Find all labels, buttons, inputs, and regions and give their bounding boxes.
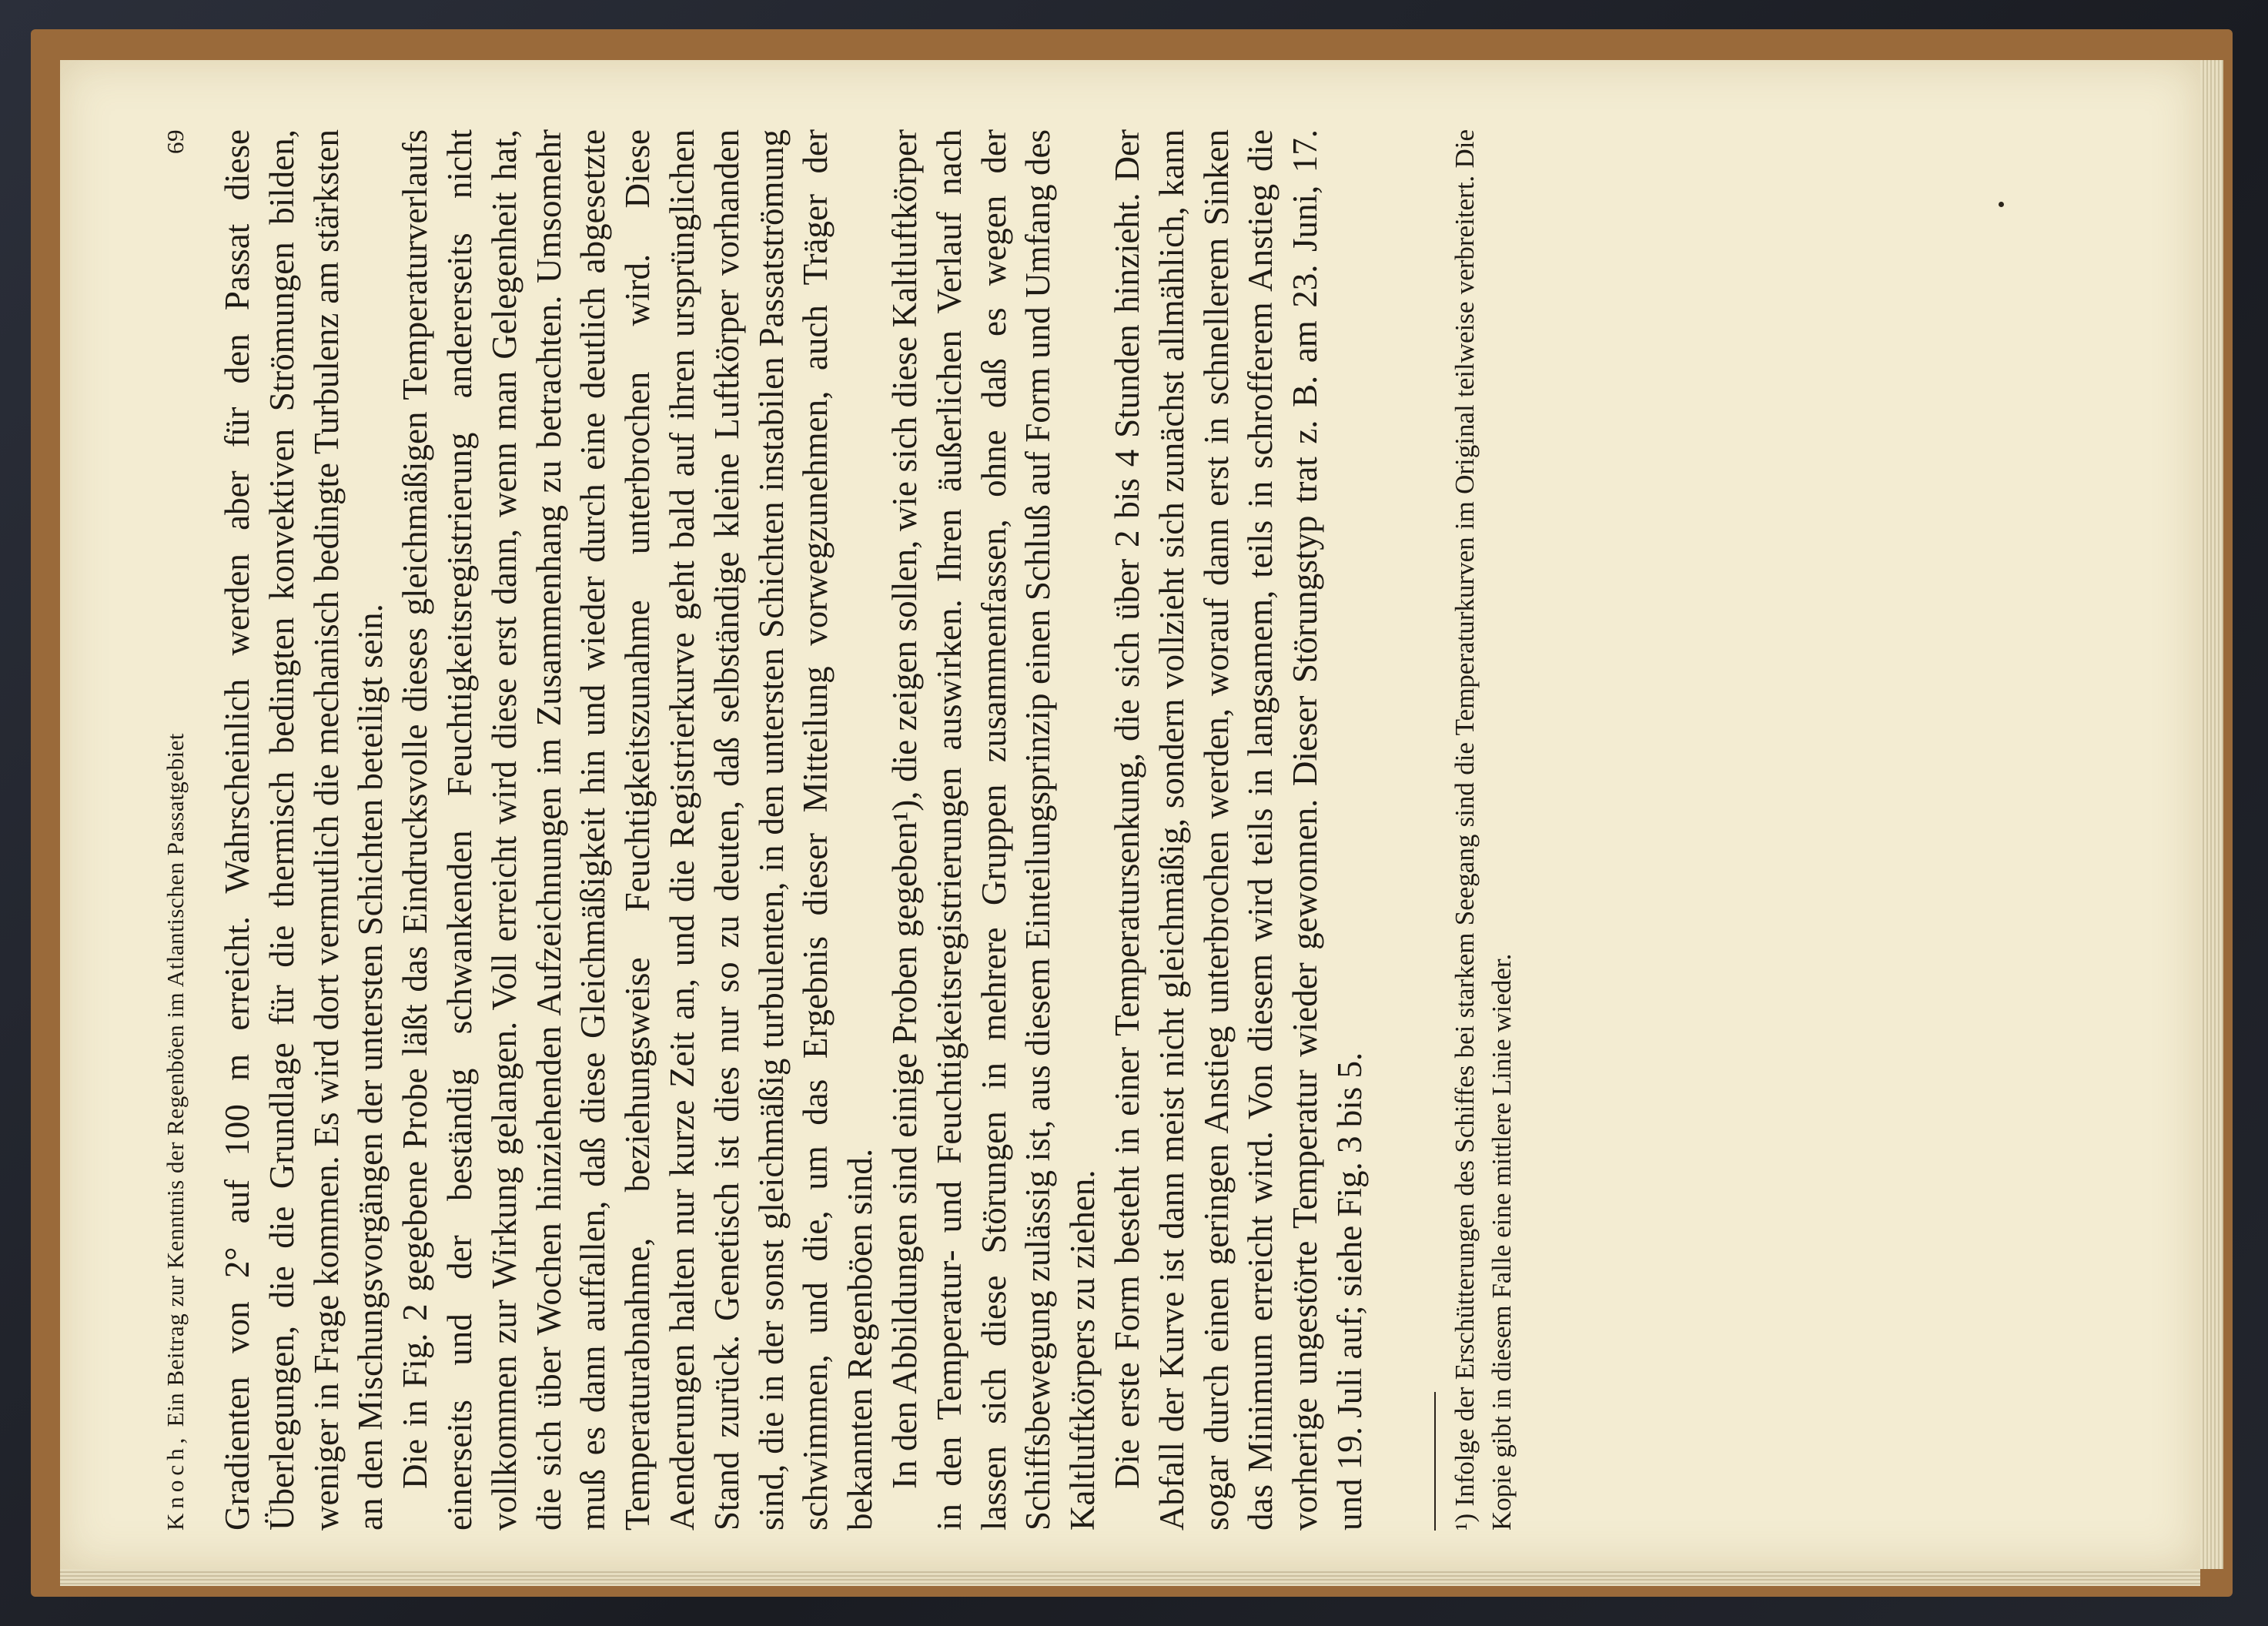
footnote: ¹) Infolge der Erschütterungen des Schiffes bei starkem Seegang sind die Temperaturkurven im Original teilweise verbreitert. Die Kopie gibt in diesem Falle eine mittlere Linie wieder.: [1449, 129, 1517, 1531]
page-stack-bottom: [60, 1569, 2200, 1586]
page-number: 69: [162, 129, 189, 154]
header-author: Knoch,: [162, 1433, 189, 1531]
footnote-separator: [1434, 1392, 1436, 1531]
rotated-text-block: [162, 129, 2025, 1531]
running-header: [162, 129, 189, 1531]
paragraph-2: Die in Fig. 2 gegebene Probe läßt das Eindrucksvolle dieses gleichmäßigen Temperaturverlaufs einerseits und der beständig schwankenden Feuchtigkeitsregistrierung andererseits nicht vollkommen zur Wirkung gelangen. Voll erreicht wird diese erst dann, wenn man Gelegenheit hat, die sich über Wochen hinziehenden Aufzeichnungen im Zusammenhang zu betrachten. Umsomehr muß es dann auffallen, daß diese Gleichmäßigkeit hin und wieder durch eine deutlich abgesetzte Temperaturabnahme, beziehungsweise Feuchtigkeitszunahme unterbrochen wird. Diese Aenderungen halten nur kurze Zeit an, und die Registrierkurve geht bald auf ihren ursprünglichen Stand zurück. Genetisch ist dies nur so zu deuten, daß selbständige kleine Luftkörper vorhanden sind, die in der sonst gleichmäßig turbulenten, in den untersten Schichten instabilen Passatströmung schwimmen, und die, um das Ergebnis dieser Mitteilung vorwegzunehmen, auch Träger der bekannten Regenböen sind.: [396, 129, 880, 1531]
paragraph-1: Gradienten von 2° auf 100 m erreicht. Wahrscheinlich werden aber für den Passat diese Überlegungen, die die Grundlage für die thermisch bedingten konvektiven Strömungen bilden, weniger in Frage kommen. Es wird dort vermutlich die mechanisch bedingte Turbulenz am stärksten an den Mischungsvorgängen der untersten Schichten beteiligt sein.: [218, 129, 390, 1531]
body-text: [216, 129, 1373, 1531]
header-title-line: [162, 733, 189, 1531]
paragraph-3: In den Abbildungen sind einige Proben gegeben¹), die zeigen sollen, wie sich diese Kaltluftkörper in den Temperatur- und Feuchtigkeitsregistrierungen auswirken. Ihren äußerlichen Verlauf nach lassen sich diese Störungen in mehrere Gruppen zusammenfassen, ohne daß es wegen der Schiffsbewegung zulässig ist, aus diesem Einteilungsprinzip einen Schluß auf Form und Umfang des Kaltluftkörpers zu ziehen.: [885, 129, 1102, 1531]
paragraph-4: Die erste Form besteht in einer Temperatursenkung, die sich über 2 bis 4 Stunden hinzieht. Der Abfall der Kurve ist dann meist nicht gleichmäßig, sondern vollzieht sich zunächst allmählich, kann sogar durch einen geringen Anstieg unterbrochen werden, worauf dann erst in schnellerem Sinken das Minimum erreicht wird. Von diesem wird teils in langsamem, teils in schrofferem Anstieg die vorherige ungestörte Temperatur wieder gewonnen. Dieser Störungstyp trat z. B. am 23. Juni, 17. und 19. Juli auf; siehe Fig. 3 bis 5.: [1107, 129, 1369, 1531]
header-title: Ein Beitrag zur Kenntnis der Regenböen im Atlantischen Passatgebiet: [162, 733, 189, 1427]
page-stack-edge: [2200, 60, 2223, 1569]
